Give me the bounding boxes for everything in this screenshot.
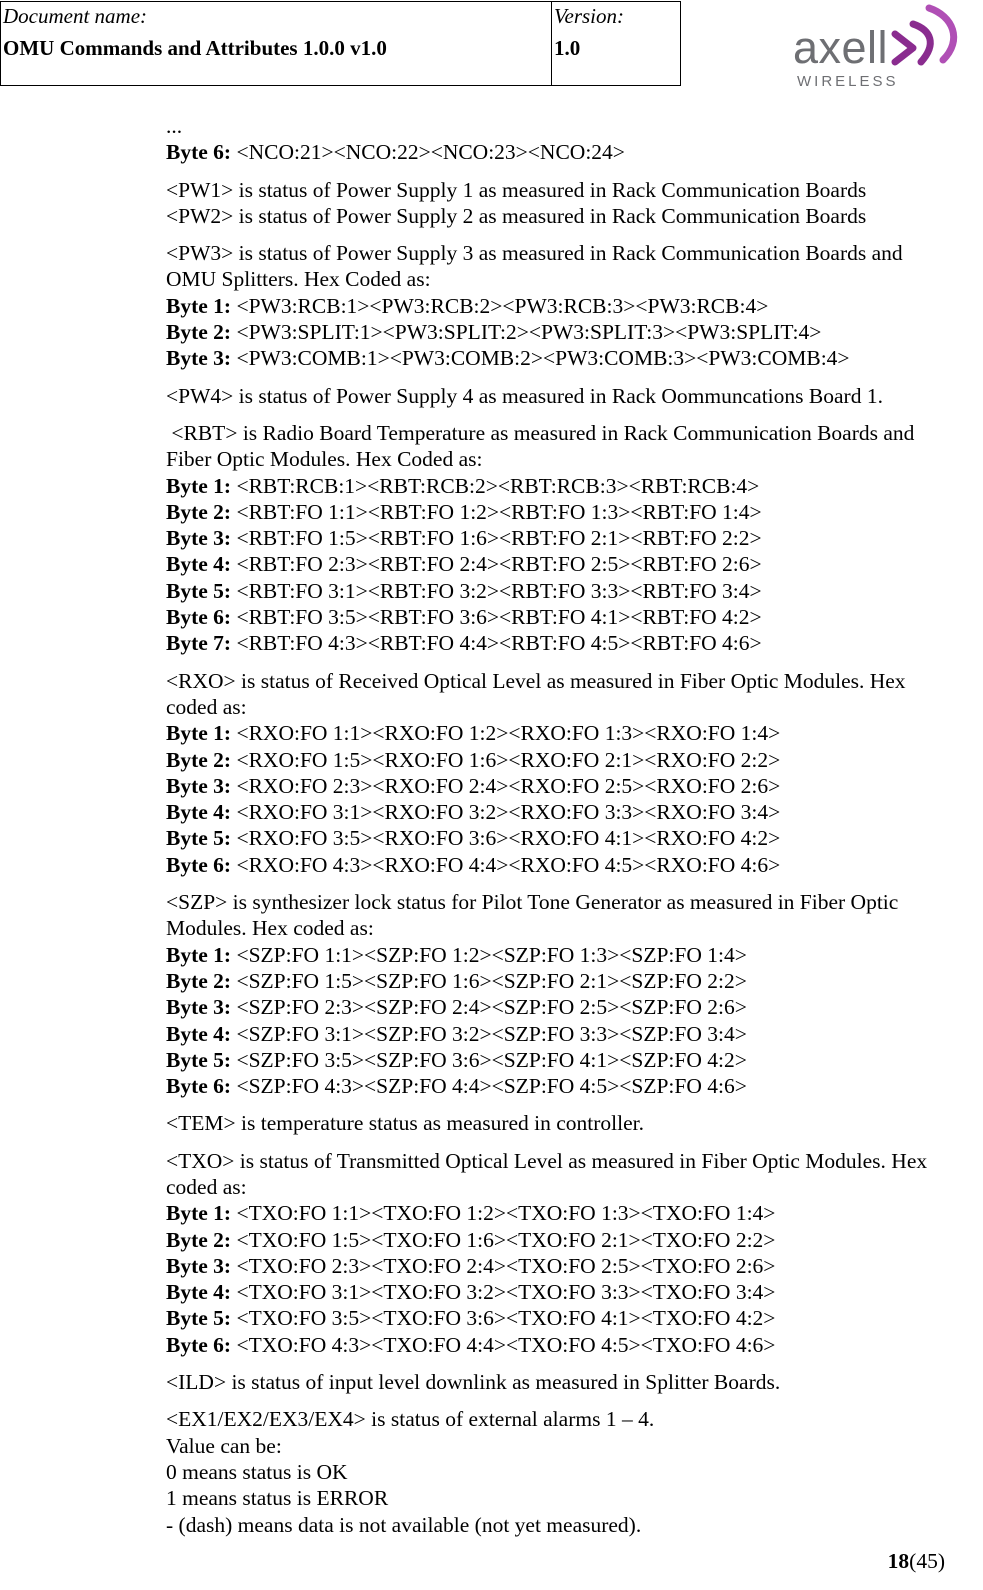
paragraph-gap — [166, 1395, 976, 1406]
line-text: <SZP:FO 1:1><SZP:FO 1:2><SZP:FO 1:3><SZP:FO 1:4> — [231, 942, 747, 967]
line-text: <SZP:FO 2:3><SZP:FO 2:4><SZP:FO 2:5><SZP:FO 2:6> — [231, 995, 747, 1020]
byte-line — [166, 1227, 976, 1253]
byte-label: Byte 6: — [166, 1332, 232, 1357]
text-line — [166, 203, 976, 229]
byte-label: Byte 6: — [166, 605, 232, 630]
line-text: Value can be: — [166, 1433, 282, 1458]
byte-label: Byte 2: — [166, 499, 232, 524]
document-name-value: OMU Commands and Attributes 1.0.0 v1.0 — [3, 36, 387, 60]
byte-label: Byte 5: — [166, 826, 232, 851]
text-line — [166, 694, 976, 720]
logo-wordmark: axell — [793, 22, 889, 73]
text-line — [166, 1148, 976, 1174]
line-text: <TXO:FO 3:5><TXO:FO 3:6><TXO:FO 4:1><TXO:FO 4:2> — [231, 1306, 776, 1331]
byte-label: Byte 4: — [166, 1280, 232, 1305]
line-text: Fiber Optic Modules. Hex Coded as: — [166, 447, 483, 472]
paragraph-gap — [166, 372, 976, 383]
text-line — [166, 1110, 976, 1136]
line-text: ... — [166, 114, 183, 138]
line-text: <RXO:FO 1:1><RXO:FO 1:2><RXO:FO 1:3><RXO:FO 1:4> — [231, 721, 781, 746]
byte-line — [166, 630, 976, 656]
byte-label: Byte 4: — [166, 800, 232, 825]
byte-line — [166, 825, 976, 851]
document-name-label: Document name: — [3, 4, 148, 28]
byte-line — [166, 773, 976, 799]
byte-label: Byte 6: — [166, 852, 232, 877]
line-text: <ILD> is status of input level downlink as measured in Splitter Boards. — [166, 1370, 781, 1395]
byte-line — [166, 1279, 976, 1305]
line-text: <RXO:FO 4:3><RXO:FO 4:4><RXO:FO 4:5><RXO:FO 4:6> — [231, 852, 781, 877]
line-text: <EX1/EX2/EX3/EX4> is status of external alarms 1 – 4. — [166, 1407, 655, 1432]
line-text: <RXO:FO 3:1><RXO:FO 3:2><RXO:FO 3:3><RXO:FO 3:4> — [231, 800, 781, 825]
byte-label: Byte 2: — [166, 968, 232, 993]
line-text: <PW4> is status of Power Supply 4 as measured in Rack Oommuncations Board 1. — [166, 383, 883, 408]
line-text: <RBT:RCB:1><RBT:RCB:2><RBT:RCB:3><RBT:RCB:4> — [231, 473, 760, 498]
byte-label: Byte 5: — [166, 578, 232, 603]
line-text: <SZP:FO 3:1><SZP:FO 3:2><SZP:FO 3:3><SZP:FO 3:4> — [231, 1021, 747, 1046]
byte-line — [166, 139, 976, 165]
line-text: <TXO:FO 1:5><TXO:FO 1:6><TXO:FO 2:1><TXO:FO 2:2> — [231, 1227, 776, 1252]
byte-label: Byte 1: — [166, 942, 232, 967]
byte-line — [166, 578, 976, 604]
byte-line — [166, 551, 976, 577]
byte-label: Byte 1: — [166, 1201, 232, 1226]
byte-label: Byte 2: — [166, 320, 232, 345]
line-text: 0 means status is OK — [166, 1459, 348, 1484]
byte-line — [166, 747, 976, 773]
text-line — [166, 1174, 976, 1200]
line-text: <TXO:FO 3:1><TXO:FO 3:2><TXO:FO 3:3><TXO:FO 3:4> — [231, 1280, 776, 1305]
byte-line — [166, 499, 976, 525]
byte-label: Byte 2: — [166, 1227, 232, 1252]
text-line — [166, 446, 976, 472]
byte-line — [166, 994, 976, 1020]
line-text: <TXO> is status of Transmitted Optical Level as measured in Fiber Optic Modules. Hex — [166, 1148, 928, 1173]
text-line — [166, 177, 976, 203]
byte-line — [166, 968, 976, 994]
line-text: <RBT:FO 1:5><RBT:FO 1:6><RBT:FO 2:1><RBT:FO 2:2> — [231, 526, 762, 551]
line-text: <RBT:FO 4:3><RBT:FO 4:4><RBT:FO 4:5><RBT:FO 4:6> — [231, 631, 762, 656]
page-total: (45) — [909, 1549, 945, 1573]
line-text: <RXO:FO 1:5><RXO:FO 1:6><RXO:FO 2:1><RXO:FO 2:2> — [231, 747, 781, 772]
line-text: coded as: — [166, 1174, 247, 1199]
text-line — [166, 1433, 976, 1459]
text-line — [166, 113, 976, 139]
text-line — [166, 420, 976, 446]
byte-line — [166, 799, 976, 825]
logo-subtitle: WIRELESS — [797, 73, 899, 90]
line-text: <PW2> is status of Power Supply 2 as measured in Rack Communication Boards — [166, 203, 867, 228]
paragraph-gap — [166, 229, 976, 240]
byte-label: Byte 3: — [166, 773, 232, 798]
byte-label: Byte 3: — [166, 526, 232, 551]
text-line — [166, 1459, 976, 1485]
byte-line — [166, 1047, 976, 1073]
byte-line — [166, 1073, 976, 1099]
paragraph-gap — [166, 1099, 976, 1110]
byte-label: Byte 3: — [166, 1253, 232, 1278]
paragraph-gap — [166, 1137, 976, 1148]
byte-label: Byte 1: — [166, 473, 232, 498]
line-text: <PW3:RCB:1><PW3:RCB:2><PW3:RCB:3><PW3:RCB:4> — [231, 293, 769, 318]
text-line — [166, 1406, 976, 1432]
byte-label: Byte 6: — [166, 1074, 232, 1099]
line-text: <SZP:FO 4:3><SZP:FO 4:4><SZP:FO 4:5><SZP:FO 4:6> — [231, 1074, 747, 1099]
company-logo — [793, 0, 973, 95]
byte-line — [166, 319, 976, 345]
line-text: - (dash) means data is not available (not yet measured). — [166, 1512, 642, 1537]
version-cell — [552, 2, 680, 85]
line-text: <RXO:FO 3:5><RXO:FO 3:6><RXO:FO 4:1><RXO:FO 4:2> — [231, 826, 781, 851]
paragraph-gap — [166, 878, 976, 889]
line-text: 1 means status is ERROR — [166, 1486, 389, 1511]
line-text: <PW3:SPLIT:1><PW3:SPLIT:2><PW3:SPLIT:3><PW3:SPLIT:4> — [231, 320, 822, 345]
version-value: 1.0 — [554, 36, 581, 60]
text-line — [166, 1369, 976, 1395]
line-text: <TXO:FO 2:3><TXO:FO 2:4><TXO:FO 2:5><TXO:FO 2:6> — [231, 1253, 776, 1278]
line-text: Modules. Hex coded as: — [166, 916, 374, 941]
page-current: 18 — [887, 1549, 910, 1573]
line-text: <RXO:FO 2:3><RXO:FO 2:4><RXO:FO 2:5><RXO:FO 2:6> — [231, 773, 781, 798]
line-text: <PW1> is status of Power Supply 1 as measured in Rack Communication Boards — [166, 177, 867, 202]
byte-line — [166, 1021, 976, 1047]
text-line — [166, 383, 976, 409]
paragraph-gap — [166, 166, 976, 177]
page-number — [888, 1548, 945, 1574]
byte-line — [166, 720, 976, 746]
byte-line — [166, 852, 976, 878]
document-header-table — [0, 1, 681, 86]
line-text: <SZP:FO 1:5><SZP:FO 1:6><SZP:FO 2:1><SZP:FO 2:2> — [231, 968, 747, 993]
line-text: <RBT> is Radio Board Temperature as measured in Rack Communication Boards and — [166, 420, 915, 445]
byte-label: Byte 7: — [166, 631, 232, 656]
text-line — [166, 668, 976, 694]
byte-line — [166, 345, 976, 371]
byte-label: Byte 1: — [166, 293, 232, 318]
logo-chevron-icon — [891, 0, 971, 70]
paragraph-gap — [166, 657, 976, 668]
text-line — [166, 915, 976, 941]
byte-label: Byte 3: — [166, 995, 232, 1020]
text-line — [166, 240, 976, 266]
line-text: <RBT:FO 2:3><RBT:FO 2:4><RBT:FO 2:5><RBT:FO 2:6> — [231, 552, 762, 577]
byte-label: Byte 6: — [166, 140, 232, 165]
byte-line — [166, 1332, 976, 1358]
line-text: <PW3> is status of Power Supply 3 as measured in Rack Communication Boards and — [166, 241, 903, 266]
paragraph-gap — [166, 1358, 976, 1369]
paragraph-gap — [166, 409, 976, 420]
line-text: <RXO> is status of Received Optical Level as measured in Fiber Optic Modules. Hex — [166, 668, 906, 693]
byte-label: Byte 1: — [166, 721, 232, 746]
byte-label: Byte 2: — [166, 747, 232, 772]
line-text: <RBT:FO 1:1><RBT:FO 1:2><RBT:FO 1:3><RBT:FO 1:4> — [231, 499, 762, 524]
version-label: Version: — [554, 4, 624, 28]
byte-label: Byte 3: — [166, 346, 232, 371]
text-line — [166, 1485, 976, 1511]
byte-line — [166, 525, 976, 551]
line-text: <PW3:COMB:1><PW3:COMB:2><PW3:COMB:3><PW3:COMB:4> — [231, 346, 850, 371]
line-text: OMU Splitters. Hex Coded as: — [166, 267, 431, 292]
text-line — [166, 266, 976, 292]
line-text: <RBT:FO 3:5><RBT:FO 3:6><RBT:FO 4:1><RBT:FO 4:2> — [231, 605, 762, 630]
byte-line — [166, 942, 976, 968]
byte-line — [166, 1200, 976, 1226]
text-line — [166, 1512, 976, 1538]
text-line — [166, 889, 976, 915]
byte-label: Byte 5: — [166, 1306, 232, 1331]
document-name-cell — [1, 2, 552, 85]
byte-line — [166, 604, 976, 630]
line-text: <TXO:FO 4:3><TXO:FO 4:4><TXO:FO 4:5><TXO:FO 4:6> — [231, 1332, 776, 1357]
line-text: <RBT:FO 3:1><RBT:FO 3:2><RBT:FO 3:3><RBT:FO 3:4> — [231, 578, 762, 603]
line-text: <TXO:FO 1:1><TXO:FO 1:2><TXO:FO 1:3><TXO:FO 1:4> — [231, 1201, 776, 1226]
line-text: <TEM> is temperature status as measured in controller. — [166, 1111, 645, 1136]
line-text: <NCO:21><NCO:22><NCO:23><NCO:24> — [231, 140, 625, 165]
byte-label: Byte 5: — [166, 1047, 232, 1072]
byte-line — [166, 1253, 976, 1279]
byte-label: Byte 4: — [166, 552, 232, 577]
line-text: <SZP:FO 3:5><SZP:FO 3:6><SZP:FO 4:1><SZP:FO 4:2> — [231, 1047, 747, 1072]
document-body — [166, 113, 976, 1538]
byte-label: Byte 4: — [166, 1021, 232, 1046]
line-text: <SZP> is synthesizer lock status for Pilot Tone Generator as measured in Fiber Optic — [166, 890, 899, 915]
line-text: coded as: — [166, 694, 247, 719]
byte-line — [166, 293, 976, 319]
byte-line — [166, 1305, 976, 1331]
byte-line — [166, 473, 976, 499]
